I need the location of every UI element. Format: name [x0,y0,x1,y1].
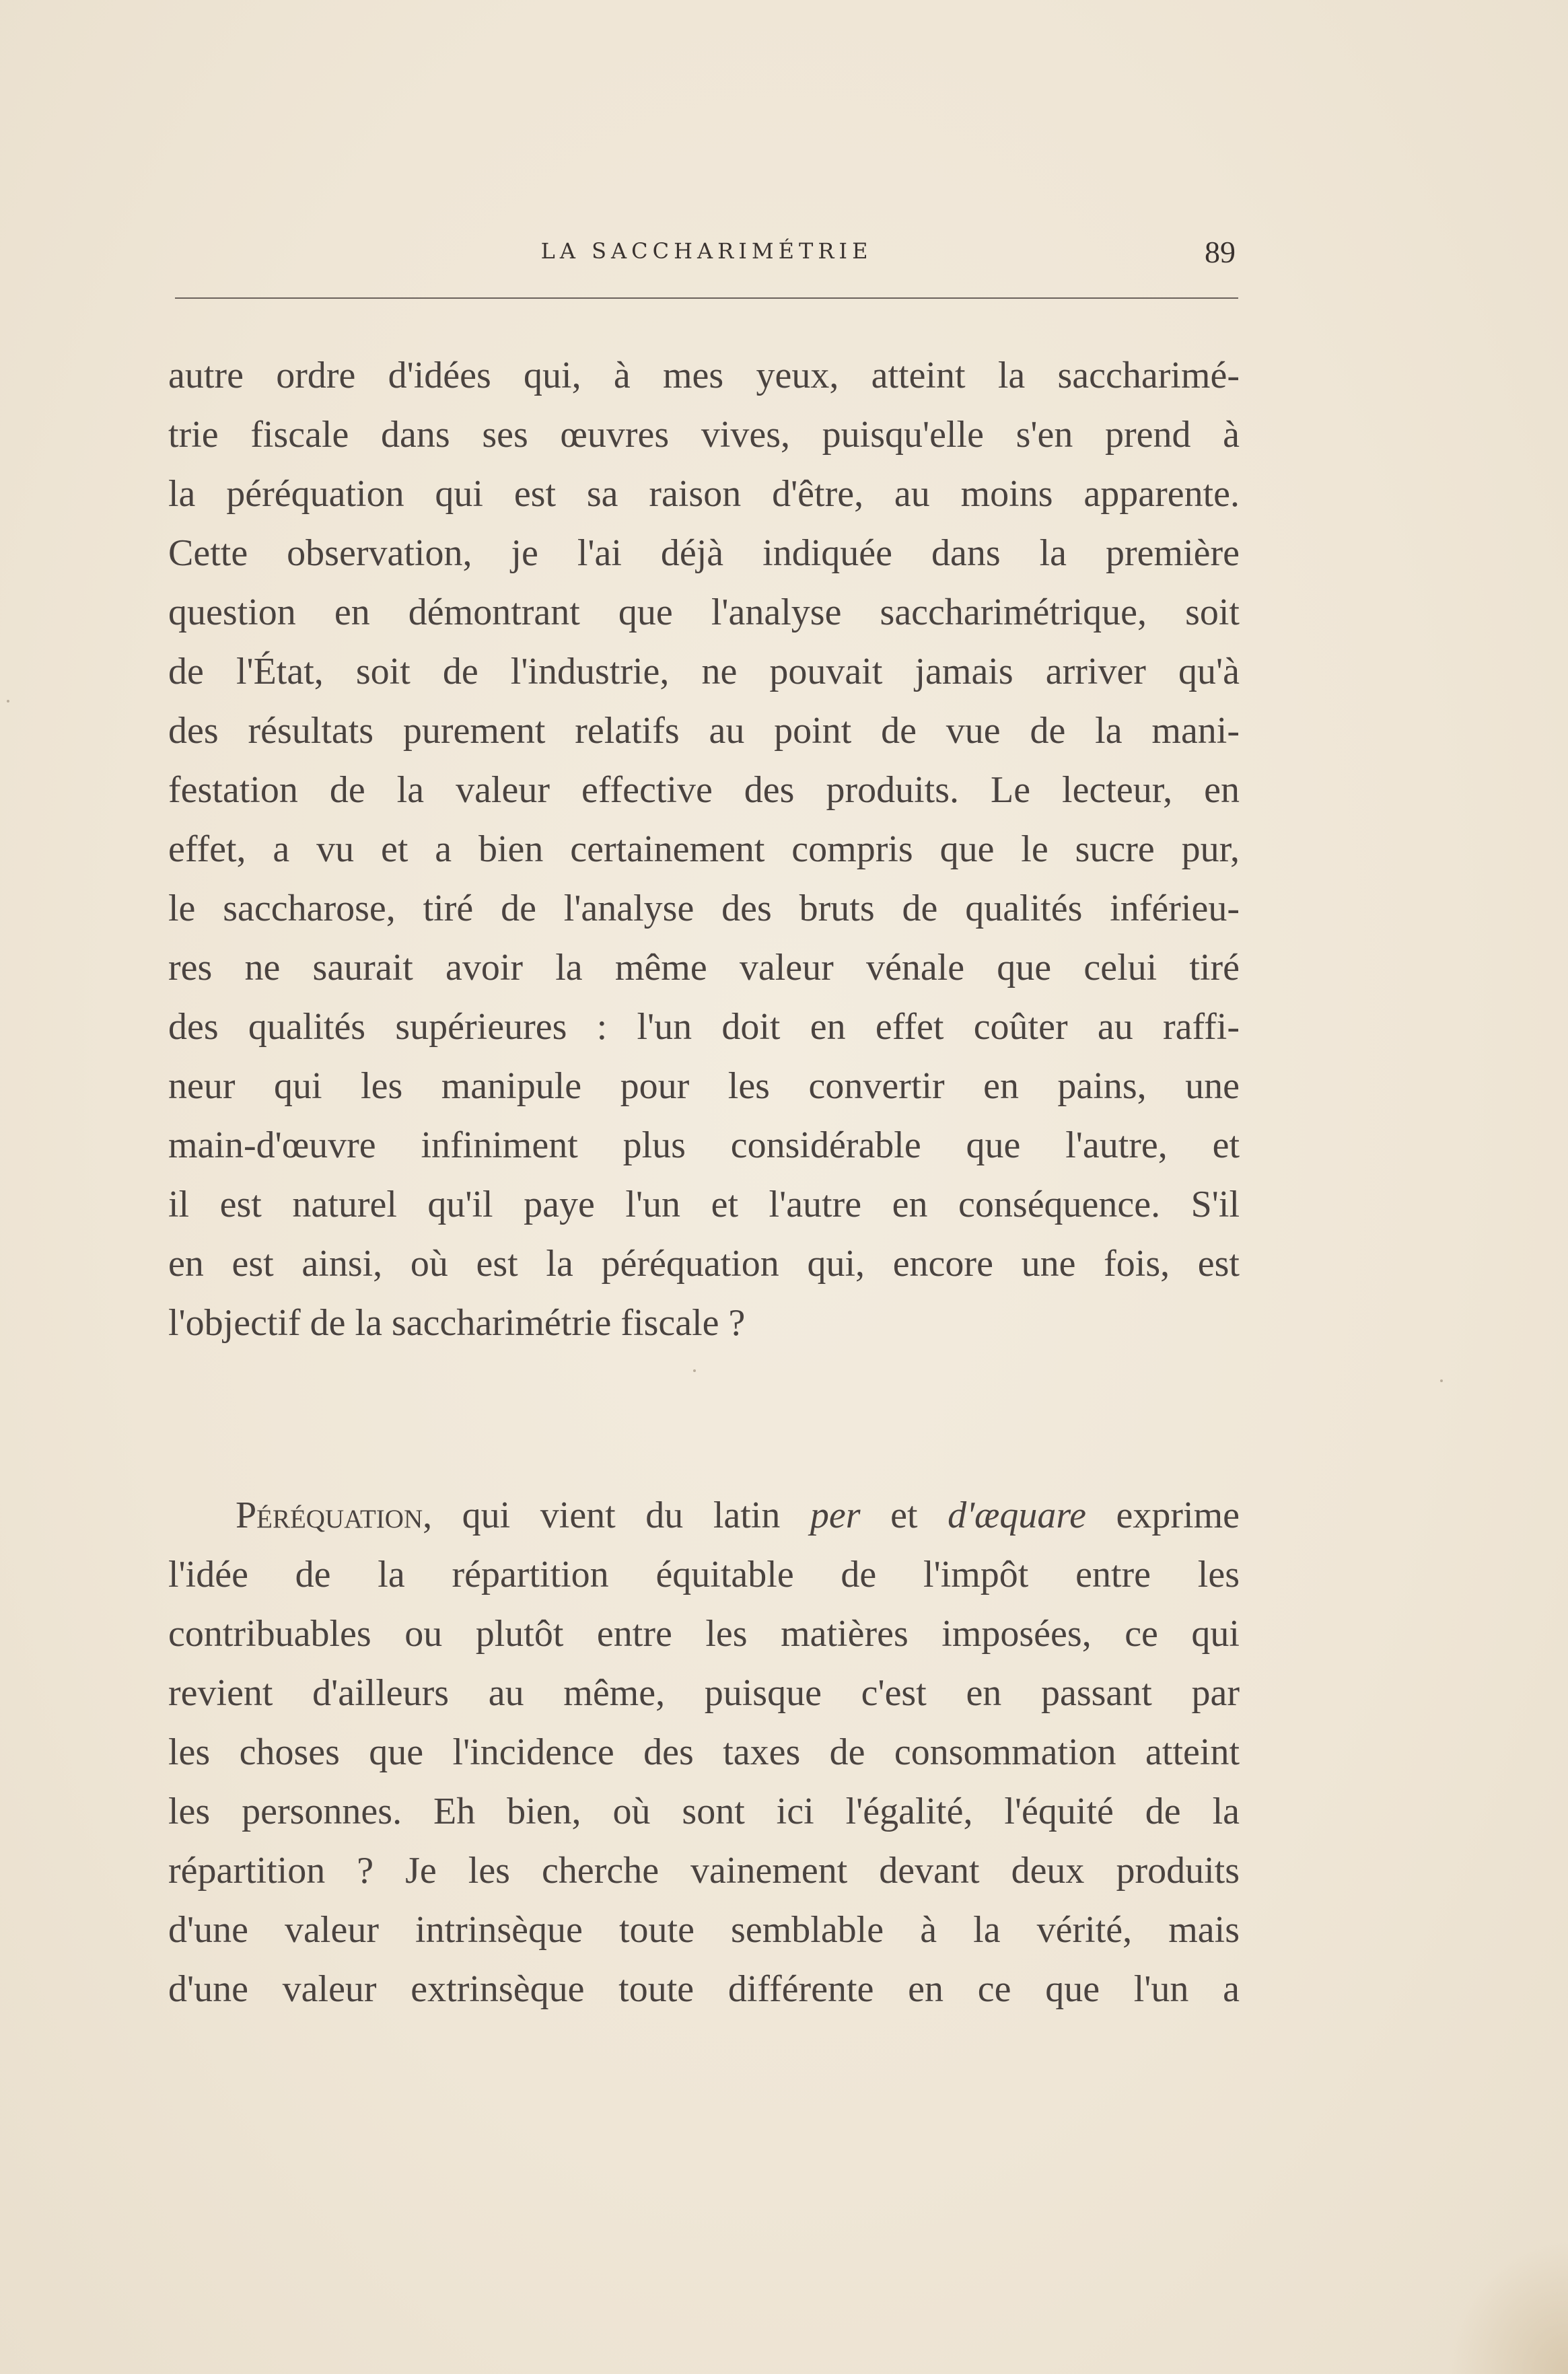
text-line-first [168,1486,1240,1545]
latin-word-per: per [810,1495,861,1536]
text-line: la péréquation qui est sa raison d'être, au moins apparente. [168,473,1240,515]
text-line: autre ordre d'idées qui, à mes yeux, atteint la saccharimé- [168,355,1240,396]
text-line: effet, a vu et a bien certainement compris que le sucre pur, [168,828,1240,870]
paper-speck [1440,1379,1443,1382]
text-line: main-d'œuvre infiniment plus considérable que l'autre, et [168,1124,1240,1166]
paragraph-2 [168,1486,1240,2019]
page-number: 89 [1205,235,1236,269]
header-rule [175,297,1238,299]
paper-speck [693,1369,696,1372]
text-line: d'une valeur extrinsèque toute différente en ce que l'un a [168,1968,1240,2010]
text-line: revient d'ailleurs au même, puisque c'est en passant par [168,1672,1240,1714]
latin-word-aequare: d'æquare [948,1495,1086,1536]
text-line: l'objectif de la saccharimétrie fiscale ? [168,1302,746,1344]
text-line: en est ainsi, où est la péréquation qui, encore une fois, est [168,1243,1240,1285]
text-line: l'idée de la répartition équitable de l'impôt entre les [168,1554,1240,1595]
text-line: des qualités supérieures : l'un doit en effet coûter au raffi- [168,1006,1240,1048]
text-line: res ne saurait avoir la même valeur vénale que celui tiré [168,947,1240,988]
text-line: question en démontrant que l'analyse saccharimétrique, soit [168,591,1240,633]
text-line: il est naturel qu'il paye l'un et l'autre en conséquence. S'il [168,1184,1240,1225]
text-line: festation de la valeur effective des produits. Le lecteur, en [168,769,1240,811]
paper-speck [7,700,9,703]
running-head [175,234,1238,275]
text-line: contribuables ou plutôt entre les matières imposées, ce qui [168,1613,1240,1655]
text-line: Cette observation, je l'ai déjà indiquée dans la première [168,532,1240,574]
text-line: les personnes. Eh bien, où sont ici l'égalité, l'équité de la [168,1791,1240,1832]
text-line: trie fiscale dans ses œuvres vives, puisqu'elle s'en prend à [168,414,1240,456]
text-line: des résultats purement relatifs au point de vue de la mani- [168,710,1240,752]
text-line: le saccharose, tiré de l'analyse des bruts de qualités inférieu- [168,888,1240,929]
inline-text: , qui vient du latin [423,1495,810,1536]
paragraph-1 [168,346,1240,1353]
text-line: répartition ? Je les cherche vainement devant deux produits [168,1850,1240,1892]
defined-term: Péréquation [236,1495,423,1536]
text-line: d'une valeur intrinsèque toute semblable à la vérité, mais [168,1909,1240,1951]
text-line: neur qui les manipule pour les convertir en pains, une [168,1065,1240,1107]
text-line: de l'État, soit de l'industrie, ne pouvait jamais arriver qu'à [168,651,1240,692]
running-title: LA SACCHARIMÉTRIE [540,238,873,264]
text-line: les choses que l'incidence des taxes de consommation atteint [168,1731,1240,1773]
inline-text: et [860,1495,948,1536]
inline-text: exprime [1085,1495,1240,1536]
paper-corner-stain [1447,2239,1568,2374]
